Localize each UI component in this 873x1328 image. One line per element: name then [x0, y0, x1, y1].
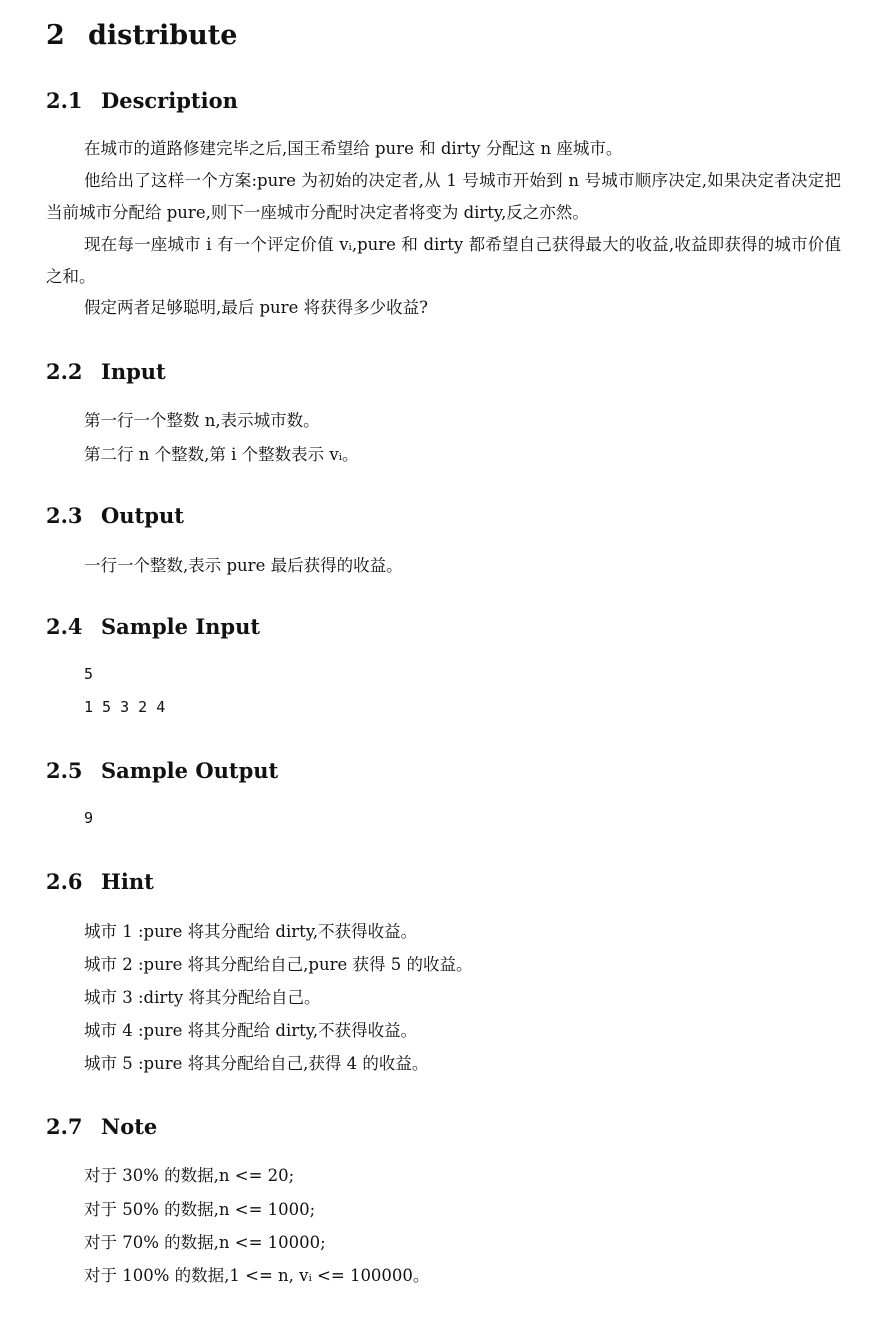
note-line: 对于 100% 的数据,1 <= n, vᵢ <= 100000。: [84, 1266, 430, 1285]
input-number: 2.2: [46, 359, 83, 384]
output-number: 2.3: [46, 503, 83, 528]
sample-input-heading: [46, 614, 260, 639]
sample-output-line: 9: [84, 809, 94, 827]
sample-output-number: 2.5: [46, 758, 83, 783]
output-line: 一行一个整数,表示 pure 最后获得的收益。: [84, 556, 403, 575]
sample-input-line: 5: [84, 665, 94, 683]
sample-input-number: 2.4: [46, 614, 83, 639]
hint-title: Hint: [101, 869, 154, 894]
note-heading: [46, 1114, 157, 1139]
hint-number: 2.6: [46, 869, 83, 894]
sample-input-title: Sample Input: [101, 614, 261, 639]
input-title: Input: [101, 359, 166, 384]
note-line: 对于 70% 的数据,n <= 10000;: [84, 1233, 326, 1252]
input-line: 第一行一个整数 n,表示城市数。: [84, 411, 320, 430]
output-heading: [46, 503, 184, 528]
hint-line: 城市 2 :pure 将其分配给自己,pure 获得 5 的收益。: [84, 955, 473, 974]
description-paragraph: 假定两者足够聪明,最后 pure 将获得多少收益?: [84, 298, 428, 317]
sample-output-title: Sample Output: [101, 758, 279, 783]
description-paragraph: 他给出了这样一个方案:pure 为初始的决定者,从 1 号城市开始到 n 号城市顺序决定,如果决定者决定把当前城市分配给 pure,则下一座城市分配时决定者将变为 dirty,反之亦然。: [46, 171, 841, 222]
note-number: 2.7: [46, 1114, 83, 1139]
section-title: distribute: [88, 20, 238, 51]
hint-line: 城市 5 :pure 将其分配给自己,获得 4 的收益。: [84, 1054, 429, 1073]
hint-line: 城市 1 :pure 将其分配给 dirty,不获得收益。: [84, 922, 418, 941]
description-number: 2.1: [46, 88, 83, 113]
hint-line: 城市 4 :pure 将其分配给 dirty,不获得收益。: [84, 1021, 418, 1040]
description-paragraph: 在城市的道路修建完毕之后,国王希望给 pure 和 dirty 分配这 n 座城市。: [84, 139, 623, 158]
description-title: Description: [101, 88, 238, 113]
note-title: Note: [101, 1114, 158, 1139]
section-heading: [46, 20, 237, 51]
output-title: Output: [101, 503, 184, 528]
hint-line: 城市 3 :dirty 将其分配给自己。: [84, 988, 321, 1007]
input-heading: [46, 359, 166, 384]
description-heading: [46, 88, 238, 113]
note-line: 对于 30% 的数据,n <= 20;: [84, 1166, 295, 1185]
hint-heading: [46, 869, 154, 894]
sample-output-heading: [46, 758, 278, 783]
description-paragraph: 现在每一座城市 i 有一个评定价值 vᵢ,pure 和 dirty 都希望自己获得最大的收益,收益即获得的城市价值之和。: [46, 235, 841, 286]
note-line: 对于 50% 的数据,n <= 1000;: [84, 1200, 316, 1219]
sample-input-line: 1 5 3 2 4: [84, 698, 166, 716]
section-number: 2: [46, 20, 65, 51]
input-line: 第二行 n 个整数,第 i 个整数表示 vᵢ。: [84, 445, 359, 464]
